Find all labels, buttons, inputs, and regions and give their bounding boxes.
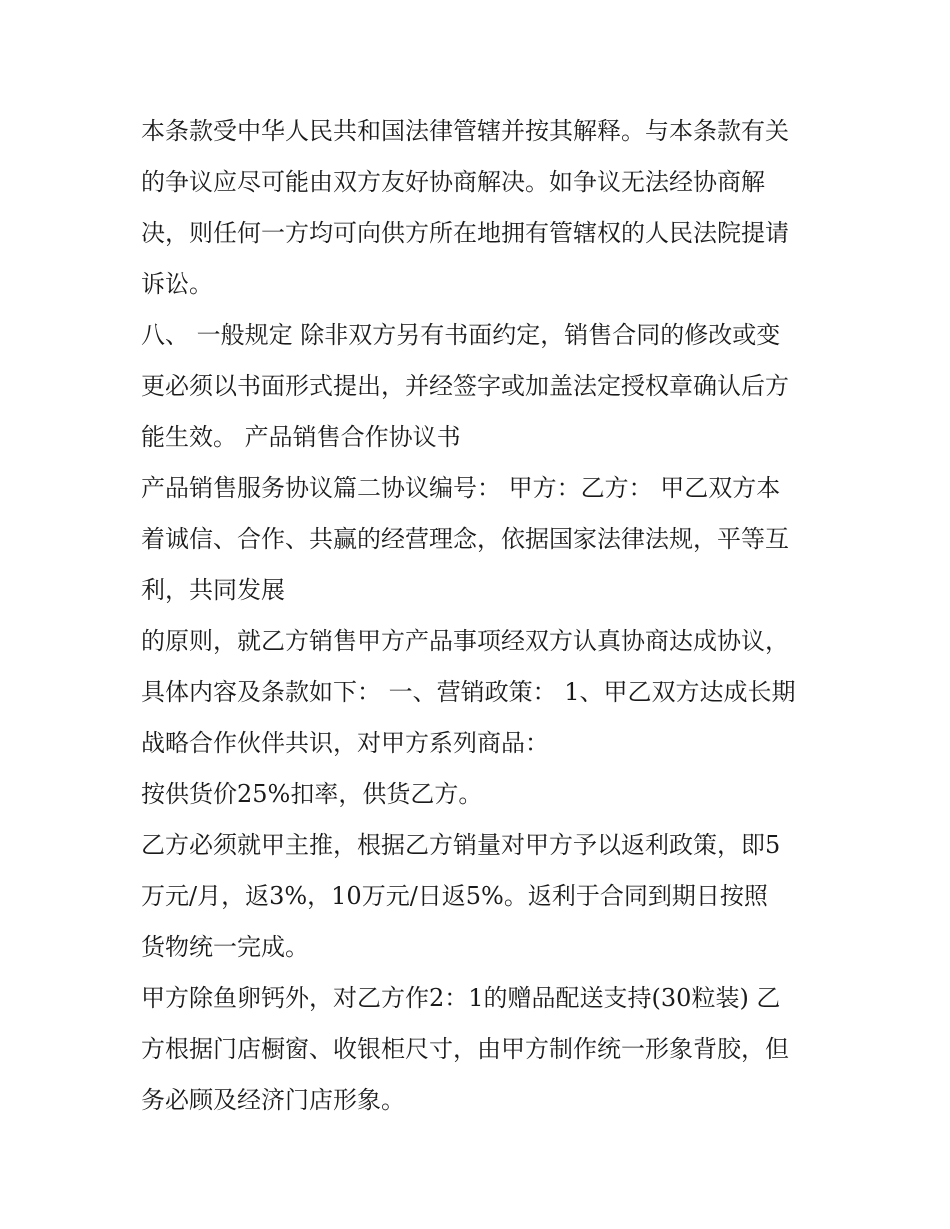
text-line: 方根据门店橱窗、收银柜尺寸，由甲方制作统一形象背胶，但 (141, 1035, 789, 1063)
text-line: 产品销售服务协议篇二协议编号： 甲方：乙方： 甲乙双方本 (141, 474, 781, 502)
text-line: 乙方必须就甲主推，根据乙方销量对甲方予以返利政策，即5 (141, 831, 781, 859)
text-line: 诉讼。 (141, 270, 213, 298)
paragraph-agreement-intro (141, 463, 831, 616)
text-line: 具体内容及条款如下： 一、营销政策： 1、甲乙双方达成长期 (141, 678, 796, 706)
text-line: 甲方除鱼卵钙外，对乙方作2：1的赠品配送支持(30粒装) 乙 (141, 984, 781, 1012)
text-line: 的原则，就乙方销售甲方产品事项经双方认真协商达成协议， (141, 627, 789, 655)
text-line: 货物统一完成。 (141, 933, 309, 961)
document-body (141, 106, 831, 1126)
text-line: 更必须以书面形式提出，并经签字或加盖法定授权章确认后方 (141, 372, 789, 400)
text-line: 能生效。 产品销售合作协议书 (141, 423, 461, 451)
text-line: 决，则任何一方均可向供方所在地拥有管辖权的人民法院提请 (141, 219, 789, 247)
paragraph-jurisdiction (141, 106, 831, 310)
paragraph-gift-support (141, 973, 831, 1126)
text-line: 着诚信、合作、共赢的经营理念，依据国家法律法规，平等互 (141, 525, 789, 553)
text-line: 利，共同发展 (141, 576, 285, 604)
text-line: 务必顾及经济门店形象。 (141, 1086, 405, 1114)
text-line: 按供货价25%扣率，供货乙方。 (141, 780, 483, 808)
text-line: 的争议应尽可能由双方友好协商解决。如争议无法经协商解 (141, 168, 765, 196)
paragraph-principles (141, 616, 831, 769)
text-line: 战略合作伙伴共识，对甲方系列商品： (141, 729, 549, 757)
paragraph-supply-rate (141, 769, 831, 820)
text-line: 万元/月，返3%，10万元/日返5%。返利于合同到期日按照 (141, 882, 768, 910)
text-line: 八、 一般规定 除非双方另有书面约定，销售合同的修改或变 (141, 321, 781, 349)
text-line: 本条款受中华人民共和国法律管辖并按其解释。与本条款有关 (141, 117, 789, 145)
paragraph-rebate-policy (141, 820, 831, 973)
paragraph-general-provisions (141, 310, 831, 463)
